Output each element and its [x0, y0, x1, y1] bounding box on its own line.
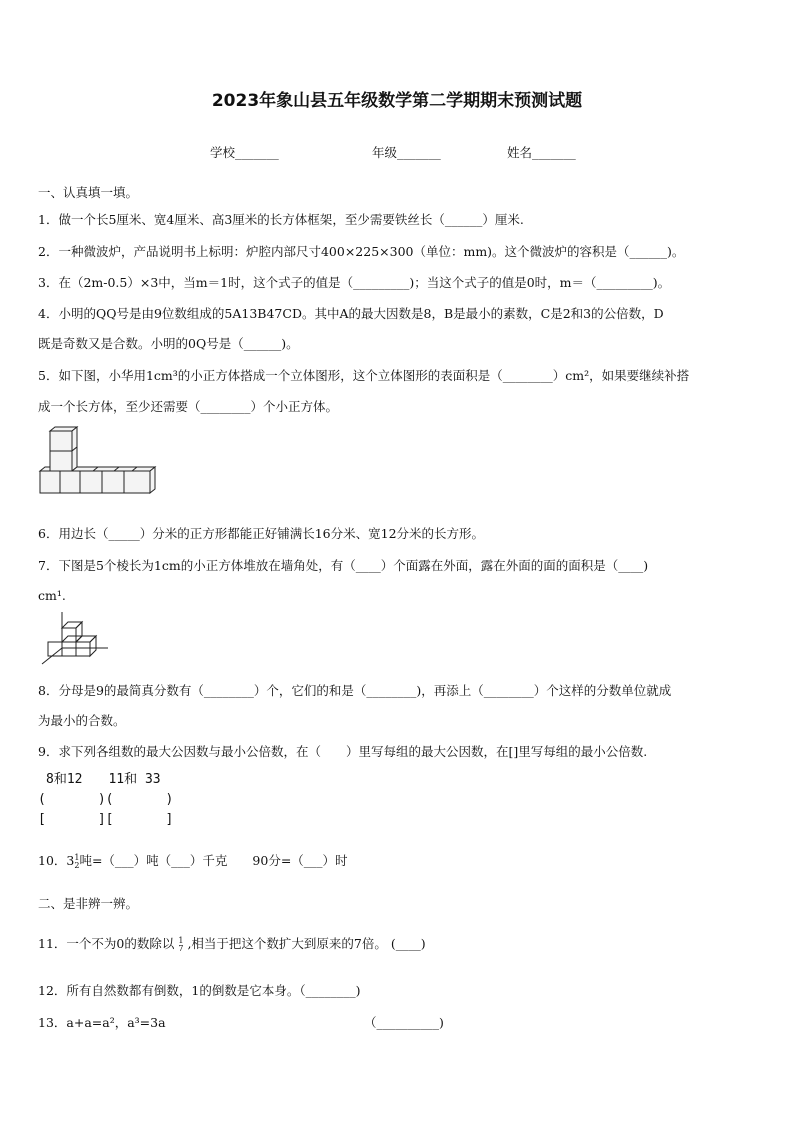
school-field[interactable]: 学校_______ — [210, 145, 279, 160]
question-10-rest: 吨=（___）吨（___）千克 90分=（___）时 — [79, 853, 348, 868]
name-field[interactable]: 姓名_______ — [507, 145, 576, 160]
question-11-frac-num: 1 — [178, 935, 184, 945]
question-7-line-2: cm¹. — [38, 588, 66, 603]
question-9-lcm-blanks[interactable]: [ ][ ] — [38, 812, 174, 827]
question-9-pairs: 8和12 11和 33 — [46, 772, 161, 787]
question-11-after: ,相当于把这个数扩大到原来的7倍。 (____) — [187, 936, 426, 951]
cube-figure-q5 — [38, 425, 160, 497]
corner-cube-figure-q7 — [38, 612, 110, 666]
question-1: 1．做一个长5厘米、宽4厘米、高3厘米的长方体框架，至少需要铁丝长（______）厘米. — [38, 212, 524, 227]
question-11 — [38, 934, 426, 953]
question-10-frac-num: 1 — [74, 852, 80, 862]
section-heading-1: 一、认真填一填。 — [38, 185, 139, 200]
question-10 — [38, 851, 348, 870]
question-5-line-2: 成一个长方体，至少还需要（________）个小正方体。 — [38, 399, 339, 414]
grade-field[interactable]: 年级_______ — [372, 145, 441, 160]
question-9: 9．求下列各组数的最大公因数与最小公倍数，在（ ）里写每组的最大公因数，在[]里写每组的最小公倍数. — [38, 744, 648, 759]
question-13-blank[interactable]: （__________) — [364, 1015, 444, 1030]
question-4-line-1: 4．小明的QQ号是由9位数组成的5A13B47CD。其中A的最大因数是8，B是最小的素数，C是2和3的公倍数，D — [38, 306, 664, 321]
question-12: 12．所有自然数都有倒数，1的倒数是它本身。（________) — [38, 983, 361, 998]
question-9-gcd-blanks[interactable]: ( )( ) — [38, 792, 174, 807]
page-title: 2023年象山县五年级数学第二学期期末预测试题 — [211, 91, 583, 111]
question-3: 3．在（2m-0.5）×3中，当m＝1时，这个式子的值是（_________)；当这个式子的值是0时，m＝（_________)。 — [38, 275, 671, 290]
question-13: 13．a+a=a²，a³=3a — [38, 1015, 166, 1030]
question-5-line-1: 5．如下图，小华用1cm³的小正方体搭成一个立体图形，这个立体图形的表面积是（________）cm²，如果要继续补搭 — [38, 368, 690, 383]
question-11-before: 11．一个不为0的数除以 — [38, 936, 175, 951]
question-11-fraction — [178, 937, 183, 953]
question-10-frac-den: 2 — [74, 860, 80, 870]
question-8-line-2: 为最小的合数。 — [38, 713, 126, 728]
question-8-line-1: 8．分母是9的最简真分数有（________）个，它们的和是（________)，再添上（________）个这样的分数单位就成 — [38, 683, 672, 698]
question-7-line-1: 7．下图是5个棱长为1cm的小正方体堆放在墙角处，有（____）个面露在外面，露在外面的面的面积是（____) — [38, 558, 649, 573]
question-2: 2．一种微波炉，产品说明书上标明：炉腔内部尺寸400×225×300（单位：mm)。这个微波炉的容积是（______)。 — [38, 244, 685, 259]
question-4-line-2: 既是奇数又是合数。小明的0Q号是（______)。 — [38, 336, 299, 351]
question-11-frac-den: 7 — [178, 943, 184, 953]
question-10-prefix: 10．3 — [38, 853, 75, 868]
question-6: 6．用边长（_____）分米的正方形都能正好铺满长16分米、宽12分米的长方形。 — [38, 526, 485, 541]
section-heading-2: 二、是非辨一辨。 — [38, 896, 139, 911]
